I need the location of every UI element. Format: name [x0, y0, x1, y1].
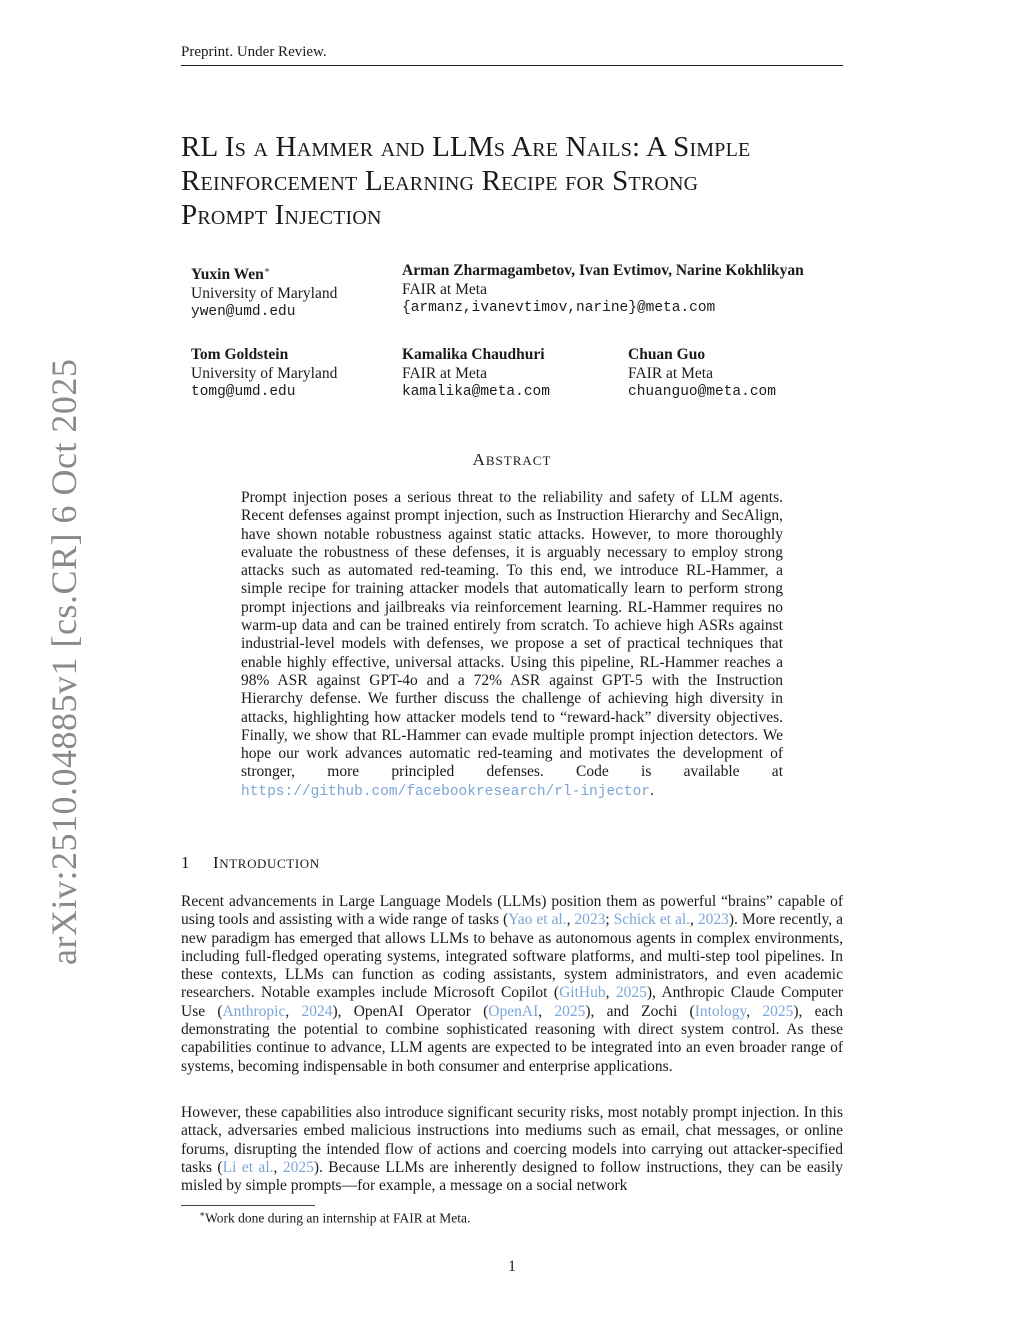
- author-affiliation: University of Maryland: [191, 365, 338, 382]
- author-affiliation: University of Maryland: [191, 285, 338, 303]
- author-affiliation: FAIR at Meta: [402, 281, 487, 298]
- citation-link[interactable]: Schick et al.: [613, 911, 691, 929]
- citation-link[interactable]: OpenAI: [488, 1002, 539, 1020]
- citation-link[interactable]: Yao et al.: [508, 911, 567, 929]
- author-block-3: [191, 345, 337, 402]
- footnote-rule: [181, 1205, 315, 1206]
- arxiv-stamp: arXiv:2510.04885v1 [cs.CR] 6 Oct 2025: [44, 358, 84, 965]
- running-head: Preprint. Under Review.: [181, 44, 327, 60]
- citation-link[interactable]: 2025: [554, 1002, 586, 1020]
- author-block-1: [191, 261, 337, 322]
- footnote-mark: ∗: [199, 1209, 206, 1219]
- author-name: Kamalika Chaudhuri: [402, 346, 545, 363]
- abstract-text: Prompt injection poses a serious threat to the reliability and safety of LLM agents. Recent defenses against prompt injection, such as Instruction Hierarchy and SecAlign, have shown notable robustness against static attacks. However, to more thoroughly evaluate the robustness of these defenses, it is arguably necessary to employ strong attacks such as automated red-teaming. To this end, we introduce RL-Hammer, a simple recipe for training attacker models that automatically learn to perform strong prompt injections and jailbreaks via reinforcement learning. RL-Hammer requires no warm-up data and can be trained entirely from scratch. To achieve high ASRs against industrial-level models with defenses, we propose a set of practical techniques that enable highly effective, universal attacks. Using this pipeline, RL-Hammer reaches a 98% ASR against GPT-4o and a 72% ASR against GPT-5 with the Instruction Hierarchy defense. We further discuss the challenge of achieving high diversity in attacks, highlighting how attacker models tend to “reward-hack” diversity objectives. Finally, we show that RL-Hammer can evade multiple prompt injection detectors. We hope our work advances automatic red-teaming and motivates the development of stronger, more principled defenses. Code is available at: [241, 489, 783, 781]
- title-line-1: RL Is a Hammer and LLMs Are Nails: A Simple: [181, 131, 751, 163]
- author-block-2: [402, 261, 804, 318]
- footnote-text: Work done during an internship at FAIR at Meta.: [205, 1210, 471, 1226]
- author-block-5: [628, 345, 776, 402]
- citation-link[interactable]: 2023: [574, 911, 606, 929]
- author-email: tomg@umd.edu: [191, 384, 296, 400]
- section-number: 1: [181, 853, 191, 872]
- author-email: {armanz,ivanevtimov,narine}@meta.com: [402, 300, 716, 316]
- author-block-4: [402, 345, 550, 402]
- author-affiliation: FAIR at Meta: [628, 365, 713, 382]
- footnote: [199, 1209, 470, 1227]
- title-line-2: Reinforcement Learning Recipe for Strong: [181, 165, 699, 197]
- code-link[interactable]: https://github.com/facebookresearch/rl-injector: [241, 783, 650, 800]
- author-email: ywen@umd.edu: [191, 304, 296, 321]
- citation-link[interactable]: GitHub: [559, 984, 606, 1002]
- header-rule: [181, 65, 843, 66]
- author-email: chuanguo@meta.com: [628, 384, 776, 400]
- abstract-body: Prompt injection poses a serious threat to the reliability and safety of LLM agents. Recent defenses against prompt injection, such as Instruction Hierarchy and SecAlign, have shown notable robustness against static attacks. However, to more thoroughly evaluate the robustness of these defenses, it is arguably necessary to employ strong attacks such as automated red-teaming. To this end, we introduce RL-Hammer, a simple recipe for training attacker models that automatically learn to perform strong prompt injections and jailbreaks via reinforcement learning. RL-Hammer requires no warm-up data and can be trained entirely from scratch. To achieve high ASRs against industrial-level models with defenses, we propose a set of practical techniques that enable highly effective, universal attacks. Using this pipeline, RL-Hammer reaches a 98% ASR against GPT-4o and a 72% ASR against GPT-5 with the Instruction Hierarchy defense. We further discuss the challenge of achieving high diversity in attacks, highlighting how attacker models tend to “reward-hack” diversity objectives. Finally, we show that RL-Hammer can evade multiple prompt injection detectors. We hope our work advances automatic red-teaming and motivates the development of stronger, more principled defenses. Code is available at https://github.com/facebookresearch/rl-injector.: [241, 489, 783, 800]
- citation-link[interactable]: 2024: [301, 1002, 333, 1020]
- author-name: Chuan Guo: [628, 346, 706, 363]
- author-name: Tom Goldstein: [191, 346, 289, 363]
- citation-link[interactable]: 2023: [697, 911, 729, 929]
- author-name: Yuxin Wen: [191, 266, 264, 284]
- intro-paragraph-1: Recent advancements in Large Language Models (LLMs) position them as powerful “brains” capable of using tools and assisting with a wide range of tasks (Yao et al., 2023; Schick et al., 2023). More recently, a new paradigm has emerged that allows LLMs to behave as autonomous agents in complex environments, including full-fledged operating systems, integrated software platforms, and multi-step tool pipelines. In these contexts, LLMs can function as coding assistants, system administrators, and even academic researchers. Notable examples include Microsoft Copilot (GitHub, 2025), Anthropic Claude Computer Use (Anthropic, 2024), OpenAI Operator (OpenAI, 2025), and Zochi (Intology, 2025), each demonstrating the potential to combine sophisticated reasoning with direct system control. As these capabilities continue to advance, LLM agents are expected to be integrated into an even broader range of systems, becoming indispensable in both consumer and enterprise applications.: [181, 893, 844, 1075]
- page-number: 1: [508, 1258, 516, 1275]
- author-email: kamalika@meta.com: [402, 384, 550, 400]
- paper-title: [181, 130, 843, 232]
- intro-paragraph-2: However, these capabilities also introduce significant security risks, most notably prompt injection. In this attack, adversaries embed malicious instructions into mediums such as email, chat messages, or online forums, disrupting the intended flow of actions and coercing models into carrying out attacker-specified tasks (Li et al., 2025). Because LLMs are inherently designed to follow instructions, they can be easily misled by simple prompts—for example, a message on a social network: [181, 1104, 843, 1195]
- citation-link[interactable]: Intology: [694, 1002, 747, 1020]
- author-name: Arman Zharmagambetov, Ivan Evtimov, Narine Kokhlikyan: [402, 262, 804, 279]
- author-affiliation: FAIR at Meta: [402, 365, 487, 382]
- section-heading-introduction: 1 INTRODUCTION: [181, 853, 320, 872]
- citation-link[interactable]: 2025: [615, 984, 647, 1002]
- citation-link[interactable]: Anthropic: [222, 1002, 286, 1020]
- title-line-3: Prompt Injection: [181, 199, 382, 231]
- citation-link[interactable]: Li et al.: [222, 1158, 274, 1176]
- abstract-heading: ABSTRACT: [472, 450, 552, 469]
- author-footnote-mark: ∗: [263, 265, 270, 275]
- citation-link[interactable]: 2025: [282, 1158, 314, 1176]
- citation-link[interactable]: 2025: [762, 1002, 794, 1020]
